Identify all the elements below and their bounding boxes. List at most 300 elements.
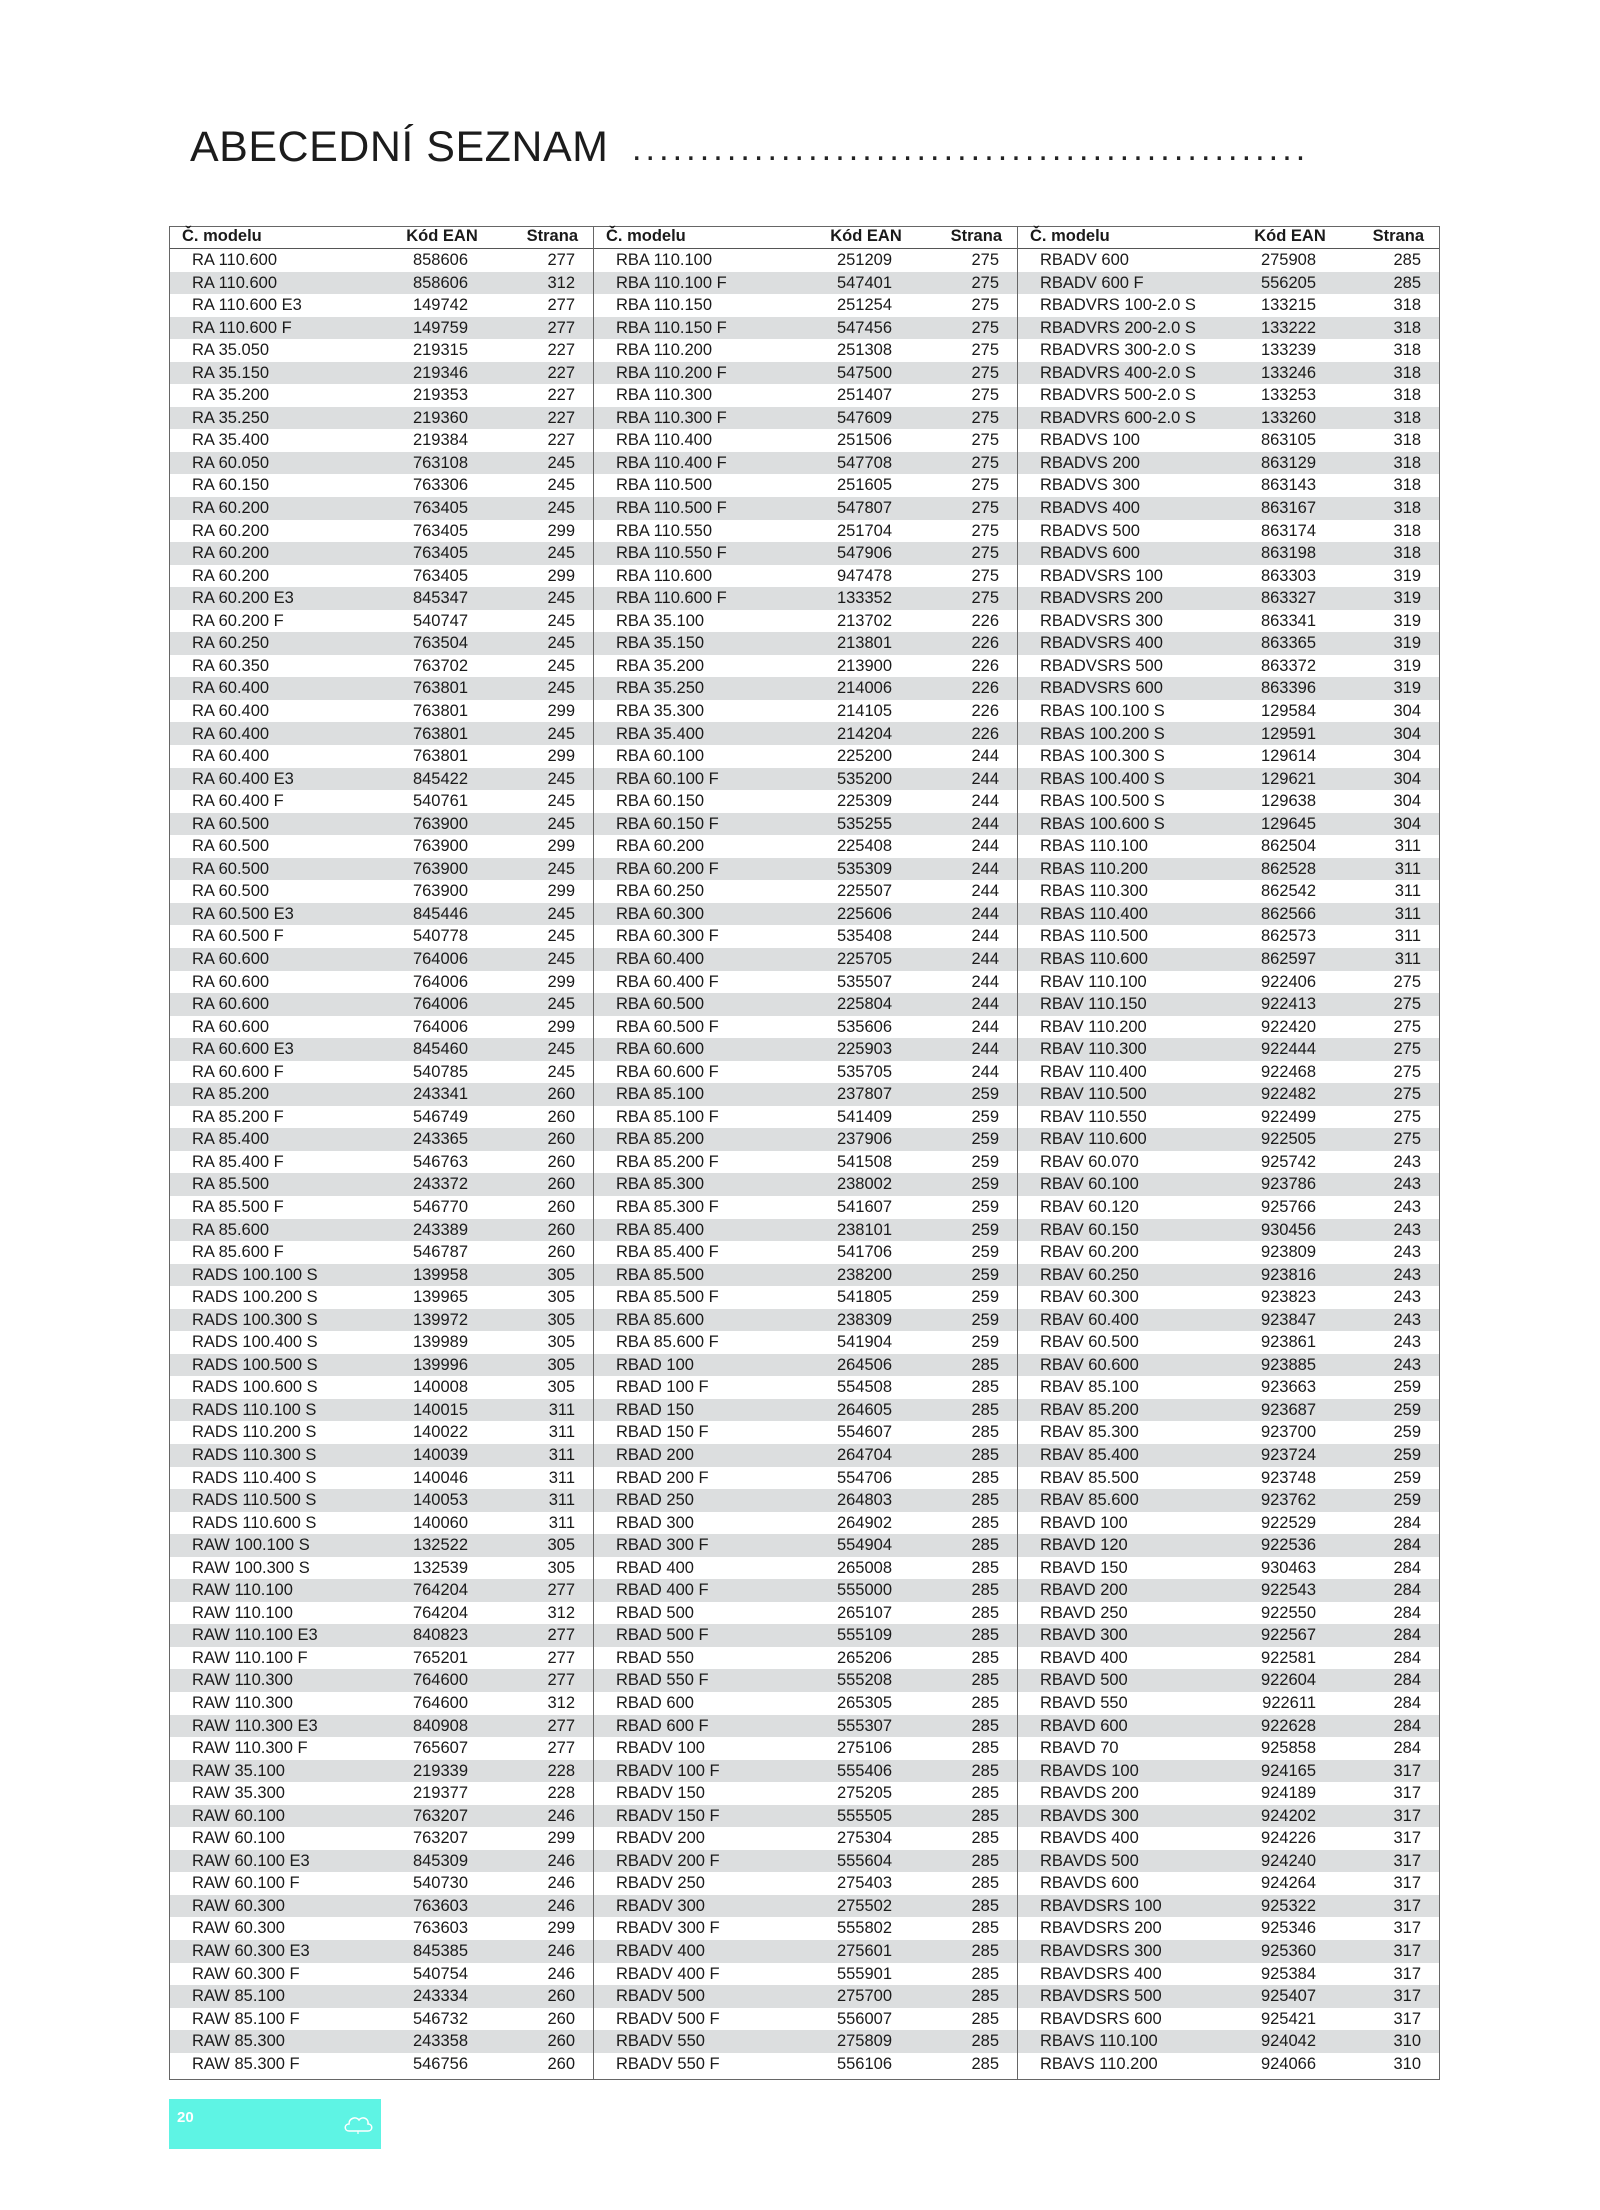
model-number: RA 85.600 F [192,1243,284,1262]
table-row [594,790,1017,813]
ean-code: 275106 [836,1739,892,1758]
ean-code: 535606 [836,1017,892,1036]
table-row [1018,1917,1439,1940]
model-number: RA 60.500 [192,859,270,878]
model-number: RA 60.200 E3 [192,589,294,608]
page-ref: 260 [547,1220,575,1239]
table-row [1018,1467,1439,1490]
ean-code: 555000 [836,1581,892,1600]
page-ref: 277 [547,318,575,337]
ean-code: 275908 [1260,251,1316,270]
page-ref: 226 [971,679,999,698]
table-row [170,1557,593,1580]
page-ref: 285 [971,1536,999,1555]
page-ref: 243 [1393,1310,1421,1329]
model-number: RAW 60.300 F [192,1964,300,1983]
page-ref: 304 [1393,701,1421,720]
page-ref: 311 [548,1400,575,1419]
model-number: RBAVDSRS 600 [1040,2009,1162,2028]
table-row [1018,880,1439,903]
table-row [170,1196,593,1219]
table-row [594,1624,1017,1647]
ean-code: 924226 [1260,1829,1316,1848]
model-number: RBAS 110.600 [1040,949,1148,968]
table-row [594,993,1017,1016]
table-row [1018,1399,1439,1422]
ean-code: 763207 [412,1806,468,1825]
table-row [1018,610,1439,633]
table-row [594,1917,1017,1940]
model-number: RBAV 60.300 [1040,1288,1139,1307]
page-ref: 227 [547,363,575,382]
ean-code: 840908 [412,1716,468,1735]
ean-code: 862542 [1260,882,1316,901]
model-number: RBA 85.300 F [616,1197,719,1216]
page-ref: 284 [1393,1739,1421,1758]
table-row [170,362,593,385]
model-number: RBAVD 120 [1040,1536,1128,1555]
ean-code: 764204 [412,1581,468,1600]
model-number: RA 110.600 F [192,318,292,337]
model-number: RBAVD 250 [1040,1603,1128,1622]
page-ref: 305 [547,1355,575,1374]
page-ref: 318 [1393,476,1421,495]
page-ref: 299 [547,566,575,585]
page-ref: 277 [547,251,575,270]
model-number: RBADVRS 100-2.0 S [1040,296,1196,315]
table-row [594,407,1017,430]
ean-code: 862566 [1260,904,1316,923]
table-row [594,677,1017,700]
table-row [1018,429,1439,452]
table-row [1018,294,1439,317]
ean-code: 924189 [1260,1784,1316,1803]
page-ref: 260 [547,1197,575,1216]
model-number: RBADVS 300 [1040,476,1140,495]
model-number: RA 60.500 F [192,927,284,946]
model-number: RBAD 550 F [616,1671,709,1690]
page-ref: 227 [547,431,575,450]
page-ref: 277 [547,1626,575,1645]
table-row [594,903,1017,926]
page-ref: 245 [547,859,575,878]
model-number: RBA 60.250 [616,882,705,901]
ean-code: 129591 [1260,724,1316,743]
table-row [594,1534,1017,1557]
model-number: RBAV 60.100 [1040,1175,1139,1194]
page-ref: 244 [971,949,999,968]
page-ref: 318 [1393,544,1421,563]
model-number: RBADV 600 F [1040,273,1144,292]
page-ref: 259 [971,1288,999,1307]
table-row [594,1173,1017,1196]
ean-code: 555901 [836,1964,892,1983]
ean-code: 763405 [412,544,468,563]
model-number: RA 60.600 [192,995,270,1014]
model-number: RBADVS 200 [1040,453,1140,472]
model-number: RBAV 110.550 [1040,1107,1147,1126]
model-number: RBADV 150 F [616,1806,720,1825]
table-row [594,497,1017,520]
page-ref: 285 [971,1919,999,1938]
model-number: RBAV 60.150 [1040,1220,1139,1239]
page-ref: 275 [971,273,999,292]
page-ref: 259 [1393,1423,1421,1442]
ean-code: 541904 [836,1333,892,1352]
model-number: RBAD 200 [616,1446,694,1464]
table-row [594,1963,1017,1986]
table-row [1018,272,1439,295]
ean-code: 863396 [1260,679,1316,698]
page-ref: 227 [547,386,575,405]
ean-code: 922567 [1260,1626,1316,1645]
page-ref: 317 [1393,1761,1421,1780]
ean-code: 555505 [836,1806,892,1825]
page-ref: 304 [1393,792,1421,811]
column-header [594,227,1017,249]
table-row [594,1151,1017,1174]
table-row [594,1985,1017,2008]
page-ref: 275 [971,341,999,360]
page-ref: 245 [547,453,575,472]
table-row [1018,1173,1439,1196]
page-ref: 244 [971,769,999,788]
model-number: RBAD 400 F [616,1581,709,1600]
table-row [170,1038,593,1061]
model-number: RBADV 550 F [616,2054,720,2073]
table-row [1018,1444,1439,1467]
model-number: RBA 60.150 F [616,814,719,833]
page-ref: 311 [548,1513,575,1532]
model-number: RBAV 60.250 [1040,1265,1139,1284]
table-row [170,429,593,452]
index-column-3 [1017,227,1439,2079]
page-ref: 275 [1393,1017,1421,1036]
model-number: RADS 110.400 S [192,1468,317,1487]
model-number: RADS 100.300 S [192,1310,318,1329]
model-number: RBA 35.400 [616,724,705,743]
model-number: RBA 110.100 F [616,273,727,292]
page-ref: 259 [1393,1378,1421,1397]
table-row [170,948,593,971]
ean-code: 139965 [412,1288,468,1307]
table-row [1018,655,1439,678]
ean-code: 275304 [836,1829,892,1848]
ean-code: 133215 [1260,296,1316,315]
page-ref: 284 [1393,1671,1421,1690]
table-row [1018,1038,1439,1061]
table-row [170,474,593,497]
page-ref: 285 [1393,273,1421,292]
page-ref: 243 [1393,1152,1421,1171]
page-ref: 299 [547,972,575,991]
table-row [594,1512,1017,1535]
table-row [594,1760,1017,1783]
page-ref: 285 [971,1400,999,1419]
ean-code: 764600 [412,1671,468,1690]
model-number: RBAV 110.400 [1040,1062,1147,1081]
table-row [170,1264,593,1287]
page-ref: 285 [971,1806,999,1825]
ean-code: 763603 [412,1896,468,1915]
table-row [1018,1354,1439,1377]
page-ref: 311 [1394,859,1421,878]
ean-code: 923823 [1260,1288,1316,1307]
page-ref: 243 [1393,1197,1421,1216]
table-row [1018,1805,1439,1828]
ean-code: 133239 [1260,341,1316,360]
ean-code: 554607 [836,1423,892,1442]
model-number: RA 60.500 [192,814,270,833]
index-column-1 [170,227,593,2079]
table-row [170,1173,593,1196]
model-number: RBADVSRS 400 [1040,634,1163,653]
ean-code: 219360 [412,408,468,427]
table-row [594,520,1017,543]
page-ref: 318 [1393,408,1421,427]
ean-code: 251506 [836,431,892,450]
table-row [170,1399,593,1422]
page-ref: 245 [547,656,575,675]
model-number: RA 60.200 [192,499,270,518]
ean-code: 129621 [1260,769,1316,788]
page-ref: 284 [1393,1558,1421,1577]
model-number: RA 60.250 [192,634,270,653]
ean-code: 922468 [1260,1062,1316,1081]
page-ref: 246 [547,1851,575,1870]
model-number: RBA 60.150 [616,792,705,811]
table-row [170,2053,593,2076]
model-number: RBADV 500 [616,1987,705,2006]
page-ref: 277 [547,1739,575,1758]
ean-code: 547807 [836,499,892,518]
page-ref: 284 [1393,1603,1421,1622]
ean-code: 238200 [836,1265,892,1284]
ean-code: 922505 [1260,1130,1316,1149]
table-row [1018,452,1439,475]
ean-code: 923809 [1260,1243,1316,1262]
table-row [594,1669,1017,1692]
page-ref: 259 [971,1243,999,1262]
page-ref: 311 [548,1446,575,1464]
ean-code: 275403 [836,1874,892,1893]
ean-code: 251704 [836,521,892,540]
page-ref: 275 [971,589,999,608]
model-number: RBAVD 150 [1040,1558,1128,1577]
page-ref: 260 [547,1107,575,1126]
model-number: RBA 85.100 [616,1085,705,1104]
page-ref: 318 [1393,453,1421,472]
page-ref: 304 [1393,814,1421,833]
ean-code: 243372 [412,1175,468,1194]
ean-code: 923816 [1260,1265,1316,1284]
model-number: RAW 110.100 [192,1603,293,1622]
ean-code: 243341 [412,1085,468,1104]
table-row [1018,1219,1439,1242]
page-ref: 245 [547,904,575,923]
model-number: RA 35.200 [192,386,270,405]
page-ref: 311 [1394,837,1421,856]
model-number: RA 60.400 [192,701,270,720]
ean-code: 863327 [1260,589,1316,608]
page-ref: 245 [547,634,575,653]
ean-code: 133253 [1260,386,1316,405]
ean-code: 219384 [412,431,468,450]
table-row [170,1692,593,1715]
page-ref: 245 [547,769,575,788]
table-row [594,272,1017,295]
ean-code: 858606 [412,273,468,292]
table-row [170,1827,593,1850]
model-number: RA 60.600 F [192,1062,284,1081]
table-row [594,925,1017,948]
model-number: RBAV 110.200 [1040,1017,1147,1036]
table-row [594,429,1017,452]
table-row [1018,1602,1439,1625]
table-row [170,971,593,994]
ean-code: 845422 [412,769,468,788]
ean-code: 863167 [1260,499,1316,518]
page-ref: 245 [547,476,575,495]
ean-code: 547456 [836,318,892,337]
page-ref: 260 [547,1085,575,1104]
table-row [594,1940,1017,1963]
model-number: RA 60.050 [192,453,270,472]
table-row [1018,1286,1439,1309]
table-row [1018,722,1439,745]
page-ref: 260 [547,2009,575,2028]
ean-code: 925421 [1260,2009,1316,2028]
table-row [170,1444,593,1467]
model-number: RBAV 110.150 [1040,995,1147,1014]
table-row [170,1805,593,1828]
page-ref: 243 [1393,1265,1421,1284]
ean-code: 213900 [836,656,892,675]
model-number: RAW 110.300 [192,1671,293,1690]
table-row [594,384,1017,407]
table-row [1018,362,1439,385]
column-header [1018,227,1439,249]
page-number: 20 [177,2109,194,2126]
model-number: RBAVD 70 [1040,1739,1119,1758]
table-row [170,1376,593,1399]
table-row [170,1737,593,1760]
page-ref: 317 [1393,1919,1421,1938]
page-ref: 226 [971,634,999,653]
model-number: RBAV 110.100 [1040,972,1147,991]
ean-code: 219339 [412,1761,468,1780]
table-row [1018,903,1439,926]
ean-code: 923663 [1260,1378,1316,1397]
model-number: RA 110.600 [192,251,278,270]
page-ref: 285 [971,1423,999,1442]
page-ref: 244 [971,814,999,833]
table-row [170,632,593,655]
model-number: RBAD 250 [616,1491,694,1510]
ean-code: 763900 [412,837,468,856]
ean-code: 763306 [412,476,468,495]
table-row [1018,1872,1439,1895]
table-row [594,2053,1017,2076]
ean-code: 863143 [1260,476,1316,495]
page-ref: 285 [971,1964,999,1983]
table-row [170,858,593,881]
page-ref: 245 [547,1040,575,1059]
ean-code: 555307 [836,1716,892,1735]
page-ref: 226 [971,724,999,743]
table-row [170,1467,593,1490]
table-row [1018,1827,1439,1850]
page-ref: 284 [1393,1536,1421,1555]
model-number: RBA 85.600 F [616,1333,719,1352]
table-row [594,1895,1017,1918]
header-ean: Kód EAN [1254,227,1326,245]
model-number: RAW 85.100 [192,1987,285,2006]
ean-code: 213702 [836,611,892,630]
model-number: RBADVSRS 100 [1040,566,1163,585]
ean-code: 225507 [836,882,892,901]
model-number: RBADVS 600 [1040,544,1140,563]
model-number: RBAS 100.500 S [1040,792,1165,811]
page-ref: 312 [547,1694,575,1713]
model-number: RBA 110.400 [616,431,713,450]
model-number: RBA 35.200 [616,656,705,675]
page-ref: 243 [1393,1243,1421,1262]
ean-code: 923724 [1260,1446,1316,1464]
page-ref: 260 [547,1987,575,2006]
ean-code: 214204 [836,724,892,743]
table-row [594,249,1017,272]
model-number: RBAS 110.500 [1040,927,1148,946]
page-ref: 285 [1393,251,1421,270]
ean-code: 140008 [412,1378,468,1397]
table-row [594,858,1017,881]
model-number: RBAVDS 600 [1040,1874,1139,1893]
page-ref: 244 [971,747,999,766]
footer-bar [169,2099,381,2149]
model-number: RBAS 100.600 S [1040,814,1165,833]
model-number: RBA 85.500 [616,1265,705,1284]
page-ref: 318 [1393,386,1421,405]
page-ref: 299 [547,747,575,766]
table-row [170,790,593,813]
table-row [1018,700,1439,723]
model-number: RBADV 300 [616,1896,705,1915]
page-ref: 246 [547,1806,575,1825]
ean-code: 840823 [412,1626,468,1645]
ean-code: 225606 [836,904,892,923]
model-number: RBAD 150 [616,1400,694,1419]
ean-code: 243389 [412,1220,468,1239]
index-column-2 [593,227,1017,2079]
table-row [1018,1557,1439,1580]
ean-code: 133222 [1260,318,1316,337]
table-row [1018,790,1439,813]
ean-code: 923885 [1260,1355,1316,1374]
model-number: RBA 110.500 [616,476,713,495]
table-row [1018,1489,1439,1512]
page-ref: 319 [1393,679,1421,698]
model-number: RBAVDS 200 [1040,1784,1139,1803]
ean-code: 923700 [1260,1423,1316,1442]
page-ref: 285 [971,1874,999,1893]
table-row [170,655,593,678]
model-number: RAW 60.100 [192,1829,285,1848]
page-ref: 285 [971,1987,999,2006]
ean-code: 763801 [412,679,468,698]
model-number: RBADVSRS 300 [1040,611,1163,630]
page-ref: 318 [1393,341,1421,360]
